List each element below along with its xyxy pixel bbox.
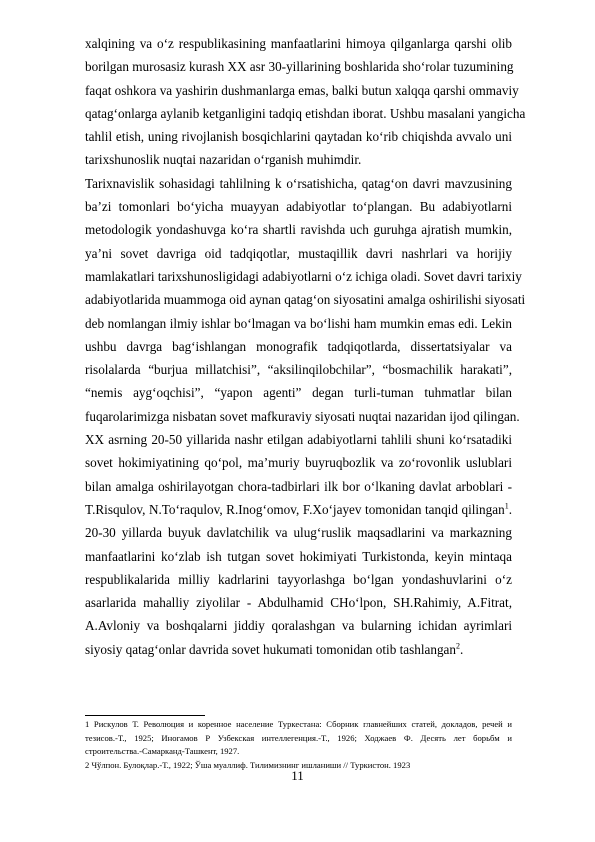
text-line: risolalarda “burjua millatchisi”, “aksilinqilobchilar”, “bosmachilik harakati”, (85, 362, 512, 378)
footnote-line: 2 Чўлпон. Булоқлар.-Т., 1922; Ўша муаллиф. Тилимизнинг ишланиши // Туркистон. 1923 (85, 759, 411, 770)
body-text (85, 32, 526, 661)
text-line: deb nomlangan ilmiy ishlar bo‘lmagan va bo‘lishi ham mumkin emas edi. Lekin (85, 315, 512, 331)
text-line: adabiyotlarida muammoga oid aynan qatag‘on siyosatini amalga oshirilishi siyosati (85, 292, 526, 308)
page-number: 11 (291, 768, 304, 783)
text-line: tarixshunoslik nuqtai nazaridan o‘rganish muhimdir. (85, 152, 362, 168)
text-line: asarlarida mahalliy ziyolilar - Abdulhamid CHo‘lpon, SH.Rahimiy, A.Fitrat, (85, 595, 512, 611)
footnote-ref-2: 2 (456, 641, 461, 651)
text-line: metodologik yondashuvga ko‘ra shartli ravishda uch guruhga ajratish mumkin, (85, 222, 512, 238)
text-line-content: siyosiy qatag‘onlar davrida sovet hukumati tomonidan otib tashlangan (85, 641, 457, 657)
text-line: XX asrning 20-50 yillarida nashr etilgan adabiyotlarni tahlili shuni ko‘rsatadiki (85, 432, 512, 448)
footnote-ref-1-suffix: . (508, 501, 512, 517)
page-body (85, 32, 526, 661)
text-line: mamlakatlari tarixshunosligidagi adabiyotlarni o‘z ichiga oladi. Sovet davri tarixiy (85, 268, 522, 284)
text-line: respublikalarida milliy kadrlarini tayyorlashga bo‘lgan yondashuvlarini o‘z (85, 571, 512, 587)
text-line: manfaatlarini ko‘zlab ish tutgan sovet hokimiyati Turkistonda, keyin mintaqa (85, 548, 512, 564)
text-line: 20-30 yillarda buyuk davlatchilik va ulug‘ruslik maqsadlarini va markazning (85, 525, 512, 541)
text-line: tahlil etish, uning rivojlanish bosqichlarini qaytadan ko‘rib chiqishda avvalo uni (85, 129, 512, 145)
text-line: ba’zi tomonlari bo‘yicha muayyan adabiyotlar to‘plangan. Bu adabiyotlarni (85, 199, 512, 215)
text-line: borilgan murosasiz kurash XX asr 30-yillarining boshlarida sho‘rolar tuzumining (85, 59, 514, 75)
text-line: fuqarolarimizga nisbatan sovet mafkuraviy siyosati nuqtai nazaridan ijod qilingan. (85, 408, 520, 424)
text-line: Tarixnavislik sohasidagi tahlilning k o‘rsatishicha, qatag‘on davri mavzusining (85, 175, 512, 191)
text-line: ya’ni sovet davriga oid tadqiqotlar, mustaqillik davri nashrlari va horijiy (85, 245, 512, 261)
text-line: faqat oshkora va yashirin dushmanlarga emas, balki butun xalqqa qarshi ommaviy (85, 82, 519, 98)
text-line: qatag‘onlarga aylanib ketganligini tadqiq etishdan iborat. Ushbu masalani yangicha (85, 105, 526, 121)
text-line: bilan amalga oshirilayotgan chora-tadbirlari ilk bor o‘lkaning davlat arboblari - (85, 478, 512, 494)
text-line: A.Avloniy va boshqalarni jiddiy qoralashgan va bularning ichidan ayrimlari (85, 618, 512, 634)
footnote-line: тезисов.-Т., 1925; Иногамов Р Узбекская интеллегенция.-Т., 1926; Ходжаев Ф. Десять лет борьбм и (85, 732, 512, 743)
footnote-ref-2-suffix: . (460, 641, 464, 657)
text-line: sovet hokimiyatining qo‘pol, ma’muriy buyruqbozlik va zo‘rovonlik uslublari (85, 455, 512, 471)
footnote-line: строительства.-Самарканд-Ташкент, 1927. (85, 746, 240, 757)
text-line-content: T.Risqulov, N.To‘raqulov, R.Inog‘omov, F.Xo‘jayev tomonidan tanqid qilingan (85, 501, 505, 517)
footnotes (85, 718, 512, 772)
text-line: ushbu davrga bag‘ishlangan monografik tadqiqotlarda, dissertatsiyalar va (85, 338, 512, 354)
text-line: “nemis ayg‘oqchisi”, “yapon agenti” degan turli-tuman tuhmatlar bilan (85, 385, 512, 401)
text-line-with-footnote (85, 638, 512, 661)
text-line: xalqining va o‘z respublikasining manfaatlarini himoya qilganlarga qarshi olib (85, 36, 512, 51)
footnote-ref-1: 1 (504, 501, 509, 511)
footnote-divider (85, 715, 205, 716)
footnote-line: 1 Рискулов Т. Революция и коренное население Туркестана: Сборник главнейших статей, докладов, речей и (85, 719, 512, 729)
text-line-with-footnote (85, 498, 512, 521)
